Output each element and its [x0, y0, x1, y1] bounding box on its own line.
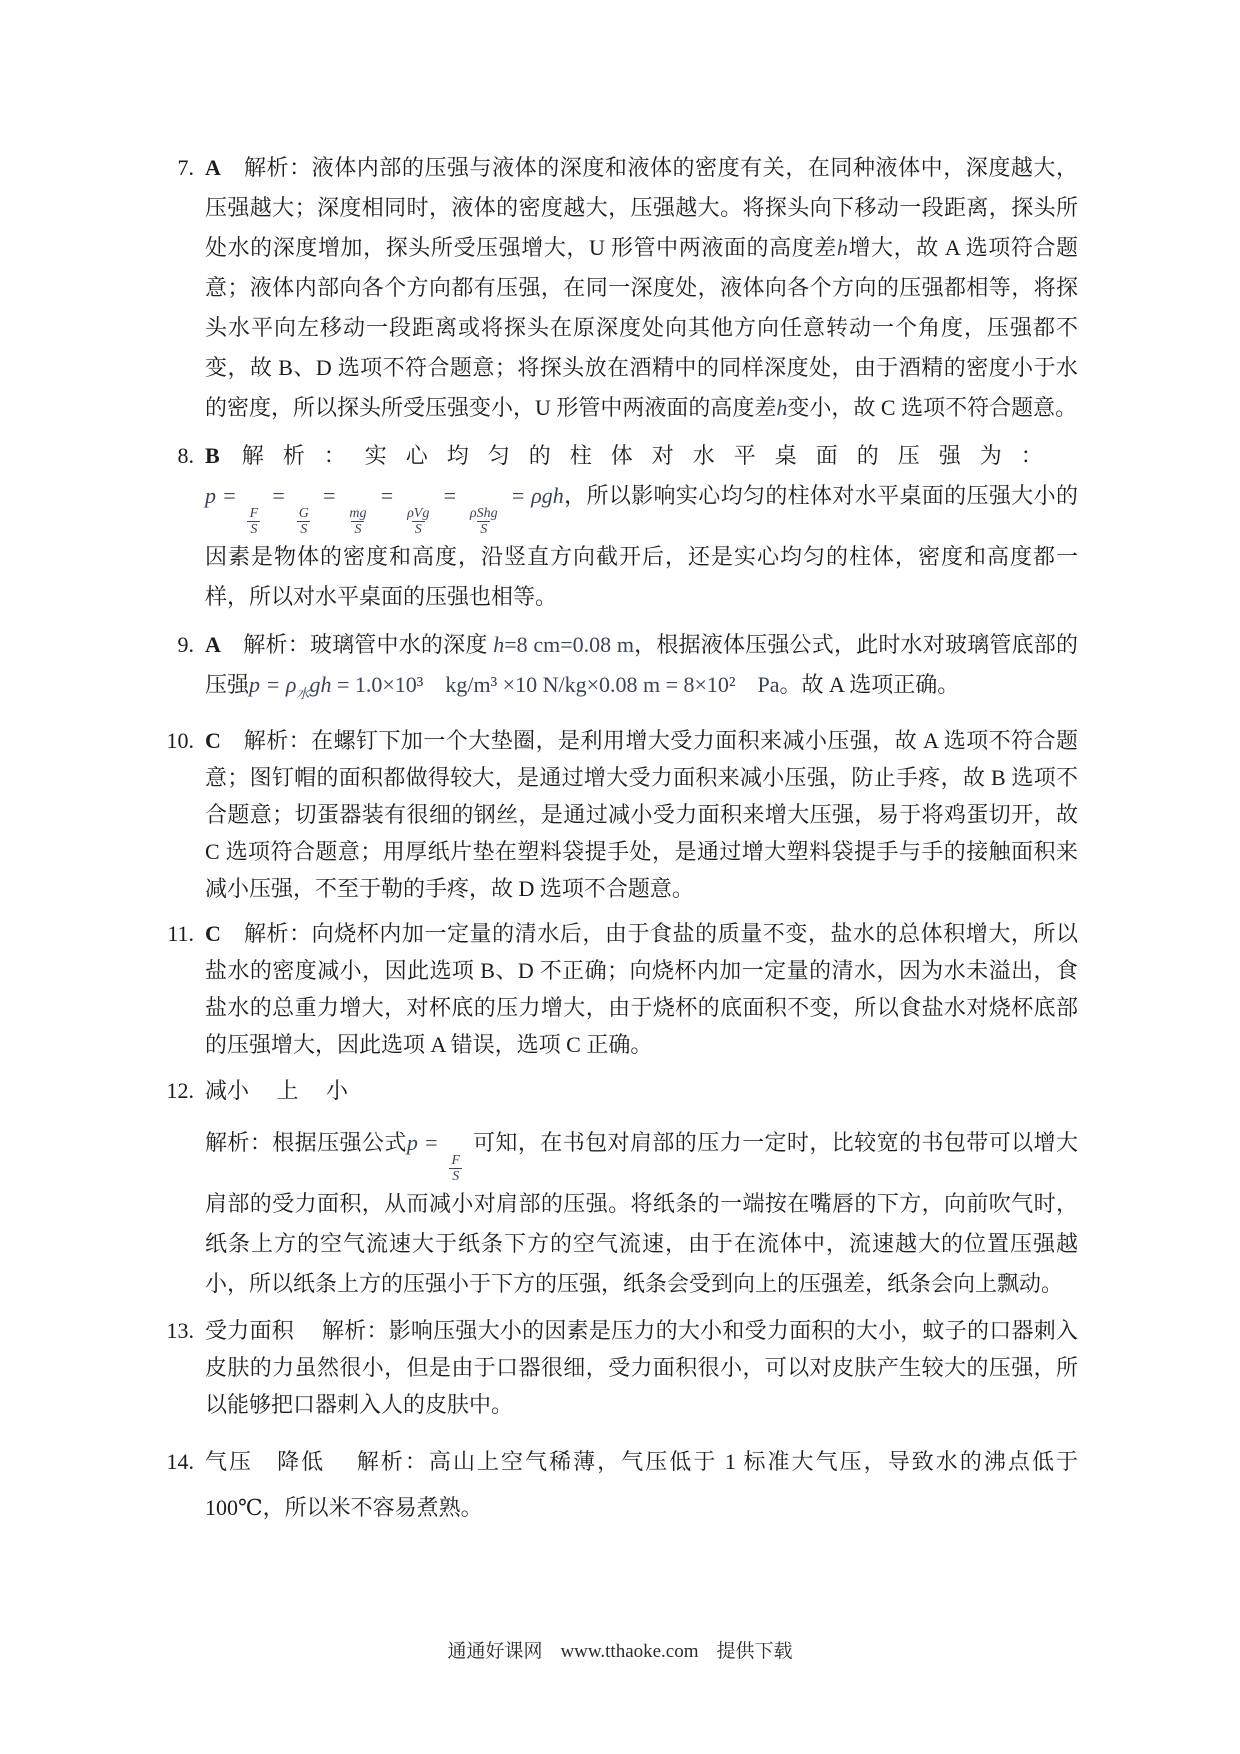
text-run: 气压 降低 解析：高山上空气稀薄，气压低于 1 标准大气压，导致水的沸点低于 100℃，所以米不容易煮熟。 — [205, 1449, 1078, 1520]
answer-list — [160, 148, 1078, 1539]
answer-item-13 — [160, 1312, 1078, 1423]
math-run: p = — [205, 483, 243, 508]
fraction-denominator: S — [247, 521, 260, 537]
math-run: h — [776, 395, 788, 420]
math-run: = — [265, 483, 292, 508]
math-run: p = ρ — [249, 672, 297, 697]
answer-item-10 — [160, 722, 1078, 907]
text-run: 。故 A 选项正确。 — [779, 672, 960, 697]
answer-body — [205, 436, 1078, 617]
page-footer — [0, 1636, 1240, 1663]
fraction — [404, 506, 432, 537]
text-run: 增大，故 A 选项符合题意；液体内部向各个方向都有压强，在同一深度处，液体向各个方向的压强都相等，将探头水平向左移动一段距离或将探头在原深度处向其他方向任意转动一个角度，压强都不变，故 B、D 选项不符合题意；将探头放在酒精中的同样深度处，由于酒精的密度小于水的密度，所以探头所受压强变小，U 形管中两液面的高度差 — [205, 235, 1078, 420]
answer-body — [205, 1439, 1078, 1531]
item-number: 7. — [177, 155, 194, 180]
fraction-denominator: S — [449, 1168, 462, 1184]
text-run: 减小 上 小 — [205, 1078, 349, 1103]
math-run: h — [493, 632, 505, 657]
answer-item-9 — [160, 625, 1078, 714]
item-number: 11. — [167, 921, 194, 946]
fraction-numerator: G — [298, 506, 309, 521]
fraction — [346, 506, 369, 537]
math-run: = ρgh — [504, 483, 564, 508]
text-run: 变小，故 C 选项不符合题意。 — [787, 395, 1078, 420]
fraction-numerator: mg — [349, 506, 367, 521]
footer-note: 提供下载 — [716, 1641, 793, 1662]
footer-url: www.tthaoke.com — [560, 1641, 699, 1662]
fraction-denominator: S — [412, 521, 425, 537]
answer-body — [205, 915, 1078, 1063]
spaced-text-run: 解析：实心均匀的柱体对水平桌面的压强为： — [241, 443, 1062, 468]
fraction — [467, 506, 501, 537]
text-run: 解析：在螺钉下加一个大垫圈，是利用增大受力面积来减小压强，故 A 选项不符合题意；图钉帽的面积都做得较大，是通过增大受力面积来减小压强，防止手疼，故 B 选项不合题意；切蛋器装有很细的钢丝，是通过减小受力面积来增大压强，易于将鸡蛋切开，故 C 选项符合题意；用厚纸片垫在塑料袋提手处，是通过增大塑料袋提手与手的接触面积来减小压强，不至于勒的手疼，故 D 选项不合题意。 — [205, 728, 1078, 901]
answer-item-7 — [160, 148, 1078, 428]
fraction-denominator: S — [297, 521, 310, 537]
footer-site-name: 通通好课网 — [447, 1641, 543, 1662]
math-run: gh — [309, 672, 332, 697]
answer-body — [205, 1312, 1078, 1423]
item-number: 9. — [177, 632, 194, 657]
answer-letter: C — [205, 728, 221, 753]
math-run: =8 cm=0.08 m — [504, 632, 634, 657]
text-run: 受力面积 解析：影响压强大小的因素是压力的大小和受力面积的大小，蚊子的口器刺入皮肤的力虽然很小，但是由于口器很细，受力面积很小，可以对皮肤产生较大的压强，所以能够把口器刺入人的皮肤中。 — [205, 1318, 1078, 1417]
paragraph-gap — [205, 1111, 1078, 1123]
fraction-numerator: F — [249, 506, 259, 521]
math-run: = 1.0×10³ kg/m³ ×10 N/kg×0.08 m = 8×10² Pa — [331, 672, 780, 697]
text-run: ，根据液体压强公式，此时水对玻璃管底部的压强 — [205, 632, 1078, 697]
math-run: = — [436, 483, 463, 508]
fraction-numerator: ρVg — [407, 506, 430, 521]
math-run: = — [373, 483, 401, 508]
answer-item-8 — [160, 436, 1078, 617]
item-number: 14. — [166, 1449, 194, 1474]
item-number: 13. — [166, 1318, 194, 1343]
math-run: = — [315, 483, 343, 508]
math-subscript: 水 — [296, 686, 310, 701]
fraction — [449, 1153, 464, 1184]
text-run: ，所以影响实心均匀的柱体对水平桌面的压强大小的因素是物体的密度和高度，沿竖直方向截开后，还是实心均匀的柱体，密度和高度都一样，所以对水平桌面的压强也相等。 — [205, 483, 1078, 609]
item-number: 10. — [166, 728, 194, 753]
fraction-numerator: ρShg — [469, 506, 498, 521]
math-run: p = — [406, 1130, 445, 1155]
text-run — [220, 443, 242, 468]
answer-letter: C — [205, 921, 221, 946]
text-run: 解析：根据压强公式 — [205, 1130, 407, 1155]
answer-item-11 — [160, 915, 1078, 1063]
answer-letter: A — [205, 632, 221, 657]
text-run: 可知，在书包对肩部的压力一定时，比较宽的书包带可以增大肩部的受力面积，从而减小对肩部的压强。将纸条的一端按在嘴唇的下方，向前吹气时，纸条上方的空气流速大于纸条下方的空气流速，由于在流体中，流速越大的位置压强越小，所以纸条上方的压强小于下方的压强，纸条会受到向上的压强差，纸条会向上飘动。 — [205, 1130, 1078, 1296]
answer-item-14 — [160, 1439, 1078, 1531]
text-run: 解析：液体内部的压强与液体的深度和液体的密度有关，在同种液体中，深度越大，压强越大；深度相同时，液体的密度越大，压强越大。将探头向下移动一段距离，探头所处水的深度增加，探头所受压强增大，U 形管中两液面的高度差 — [205, 155, 1078, 260]
answer-letter: B — [205, 443, 220, 468]
answer-item-12 — [160, 1071, 1078, 1304]
math-run: h — [836, 235, 848, 260]
answer-body — [205, 1071, 1078, 1304]
fraction — [296, 506, 312, 537]
text-run: 解析：向烧杯内加一定量的清水后，由于食盐的质量不变，盐水的总体积增大，所以盐水的密度减小，因此选项 B、D 不正确；向烧杯内加一定量的清水，因为水未溢出，食盐水的总重力增大，对杯底的压力增大，由于烧杯的底面积不变，所以食盐水对烧杯底部的压强增大，因此选项 A 错误，选项 C 正确。 — [205, 921, 1078, 1057]
fraction — [247, 506, 262, 537]
answer-body — [205, 722, 1078, 907]
text-run: 解析：玻璃管中水的深度 — [220, 632, 494, 657]
fraction-denominator: S — [477, 521, 490, 537]
answer-letter: A — [205, 155, 221, 180]
fraction-denominator: S — [351, 521, 364, 537]
answer-body — [205, 148, 1078, 428]
item-number: 8. — [177, 443, 194, 468]
item-number: 12. — [166, 1078, 194, 1103]
fraction-numerator: F — [451, 1153, 461, 1168]
answer-body — [205, 625, 1078, 714]
